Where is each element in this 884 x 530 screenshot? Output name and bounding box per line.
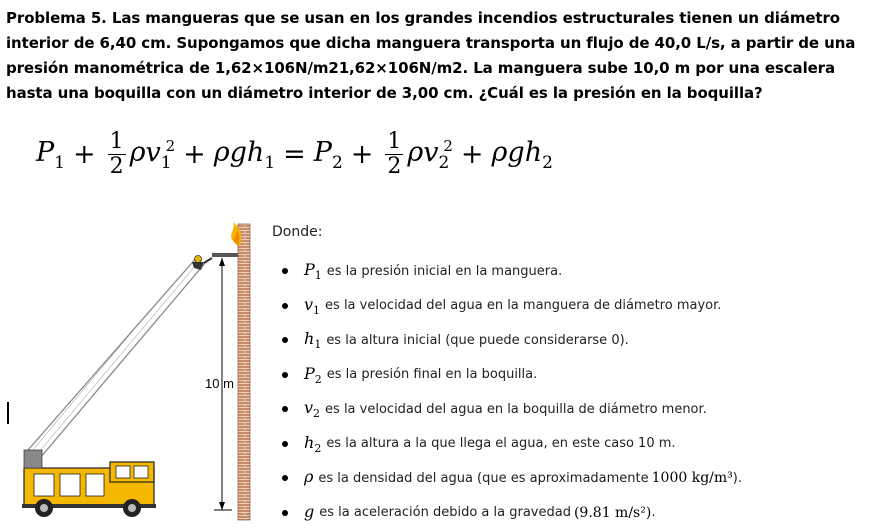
bullet-icon <box>282 475 288 481</box>
list-item: $v_2$ es la velocidad del agua en la boquilla de diámetro menor. <box>282 392 742 427</box>
problem-statement: Problema 5. Las mangueras que se usan en los grandes incendios estructurales tienen un diámetro interior de 6,40 cm. Supongamos que dicha manguera transporta un flujo de 40,0 L/s, a partir de una presión manométrica de 1,62×106N/m21,62×106N/m2. La manguera sube 10,0 m por una escalera hasta una boquilla con un diámetro interior de 3,00 cm. ¿Cuál es la presión en la boquilla? <box>6 6 878 106</box>
eq-plus-1: + <box>73 139 96 170</box>
bullet-icon <box>282 372 288 378</box>
list-item: $h_1$ es la altura inicial (que puede considerarse 0). <box>282 323 742 358</box>
eq-half-1: $\frac{1}{2}$ <box>108 130 126 179</box>
bullet-icon <box>282 268 288 274</box>
definitions-heading: Donde: <box>272 224 322 240</box>
list-item: ρ es la densidad del agua (que es aproximadamente 1000 kg/m³ ). <box>282 461 742 496</box>
eq-p2: $P_2$ <box>314 137 343 173</box>
eq-plus-2: + <box>183 139 206 170</box>
list-item: $P_1$ es la presión inicial en la manguera. <box>282 254 742 289</box>
bernoulli-equation <box>36 130 553 179</box>
height-label: 10 m <box>205 376 234 391</box>
bullet-icon <box>282 510 288 516</box>
fire-truck-ladder-figure <box>0 218 262 524</box>
eq-plus-4: + <box>461 139 484 170</box>
bullet-icon <box>282 337 288 343</box>
eq-rho-v1: $\rho v_1^2$ <box>130 137 176 173</box>
ladder <box>28 256 206 458</box>
list-item: $h_2$ es la altura a la que llega el agua, en este caso 10 m. <box>282 427 742 462</box>
fire-truck <box>22 450 156 517</box>
eq-equals: = <box>283 139 306 170</box>
list-item: $P_2$ es la presión final en la boquilla. <box>282 358 742 393</box>
list-item: $v_1$ es la velocidad del agua en la manguera de diámetro mayor. <box>282 289 742 324</box>
eq-p1: $P_1$ <box>36 137 65 173</box>
eq-rho-g-h1: ρgh$_1$ <box>214 137 275 173</box>
eq-rho-v2: $\rho v_2^2$ <box>407 137 453 173</box>
bullet-icon <box>282 441 288 447</box>
list-item: g es la aceleración debido a la gravedad (9.81 m/s²) . <box>282 496 742 530</box>
brick-wall <box>238 224 250 520</box>
definitions-list <box>282 254 742 530</box>
bullet-icon <box>282 303 288 309</box>
bullet-icon <box>282 406 288 412</box>
nozzle-platform <box>212 253 238 257</box>
eq-half-2: $\frac{1}{2}$ <box>385 130 403 179</box>
eq-rho-g-h2: ρgh$_2$ <box>492 137 553 173</box>
firefighter <box>192 256 212 271</box>
eq-plus-3: + <box>351 139 374 170</box>
